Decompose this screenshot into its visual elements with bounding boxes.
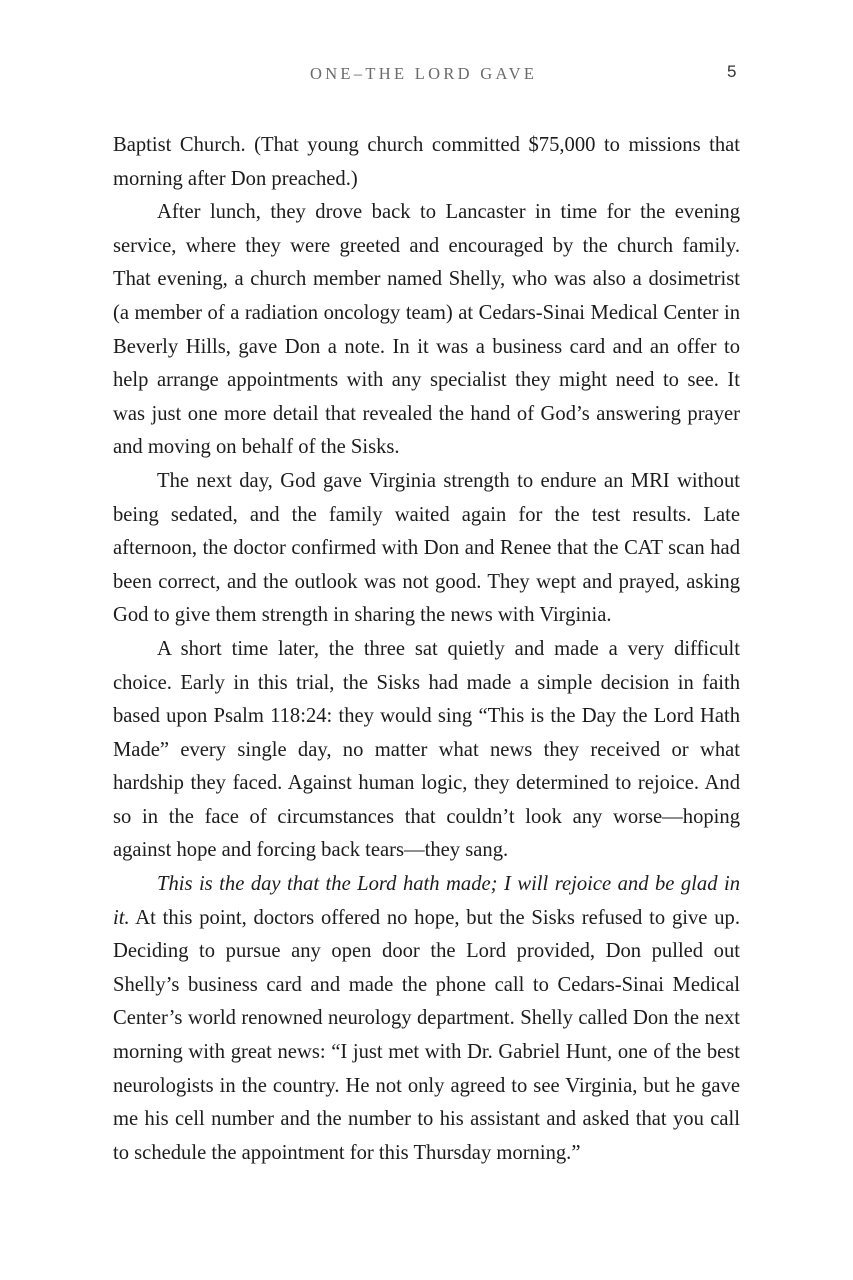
- running-header: [0, 64, 853, 88]
- paragraph-text: After lunch, they drove back to Lancaster in time for the evening service, where they were greeted and encouraged by the church family. That evening, a church member named Shelly, who was also a dosimetrist (a member of a radiation oncology team) at Cedars-Sinai Medical Center in Beverly Hills, gave Don a note. In it was a business card and an offer to help arrange appointments with any specialist they might need to see. It was just one more detail that revealed the hand of God’s answering prayer and moving on behalf of the Sisks.: [113, 201, 740, 459]
- paragraph-text: The next day, God gave Virginia strength to endure an MRI without being sedated, and the family waited again for the test results. Late afternoon, the doctor confirmed with Don and Renee that the CAT scan had been correct, and the outlook was not good. They wept and prayed, asking God to give them strength in sharing the news with Virginia.: [113, 469, 740, 627]
- paragraph-text: Baptist Church. (That young church committed $75,000 to missions that morning after Don preached.): [113, 134, 740, 190]
- paragraph: [113, 465, 740, 633]
- paragraph-text: At this point, doctors offered no hope, but the Sisks refused to give up. Deciding to pursue any open door the Lord provided, Don pulled out Shelly’s business card and made the phone call to Cedars-Sinai Medical Center’s world renowned neurology department. Shelly called Don the next morning with great news: “I just met with Dr. Gabriel Hunt, one of the best neurologists in the country. He not only agreed to see Virginia, but he gave me his cell number and the number to his assistant and asked that you call to schedule the appointment for this Thursday morning.”: [113, 906, 740, 1164]
- page-number: 5: [727, 62, 737, 81]
- paragraph-text: A short time later, the three sat quietly and made a very difficult choice. Early in this trial, the Sisks had made a simple decision in faith based upon Psalm 118:24: they would sing “This is the Day the Lord Hath Made” every single day, no matter what news they received or what hardship they faced. Against human logic, they determined to rejoice. And so in the face of circumstances that couldn’t look any worse—hoping against hope and forcing back tears—they sang.: [113, 637, 740, 862]
- body-text: [113, 129, 740, 1170]
- paragraph-continuation: [113, 129, 740, 196]
- paragraph: [113, 633, 740, 868]
- running-title: ONE–THE LORD GAVE: [310, 64, 538, 83]
- paragraph: [113, 196, 740, 465]
- scripture-quote: This is the day that the Lord hath made; I will rejoice and be glad in it.: [113, 873, 740, 929]
- paragraph: [113, 868, 740, 1170]
